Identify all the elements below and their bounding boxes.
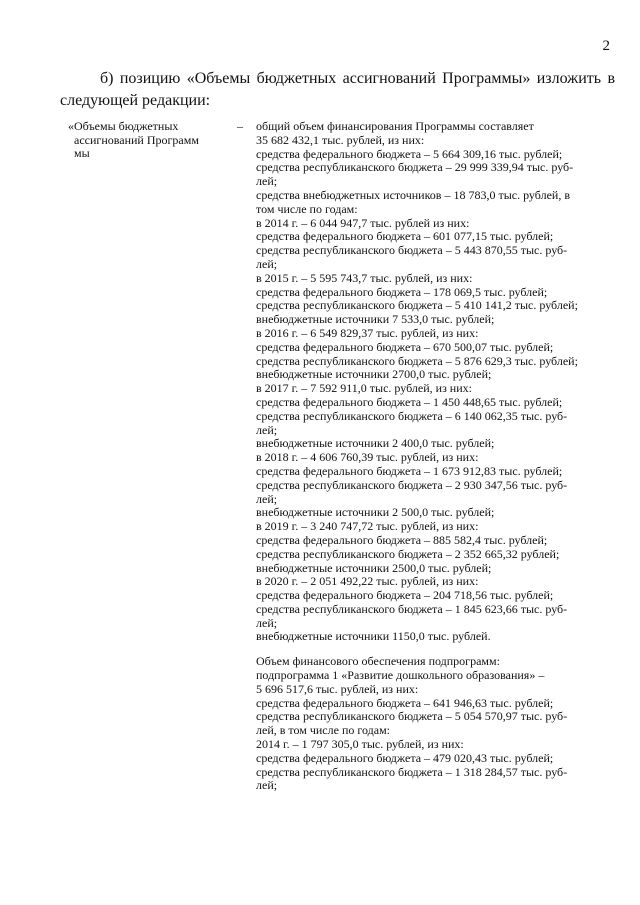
text-line: подпрограмма 1 «Развитие дошкольного образования» – bbox=[256, 668, 545, 683]
text-line: внебюджетные источники 1150,0 тыс. рублей. bbox=[256, 629, 491, 644]
text-line: в 2014 г. – 6 044 947,7 тыс. рублей из них: bbox=[256, 215, 470, 230]
dash-separator: – bbox=[237, 119, 243, 133]
text-line: средства республиканского бюджета – 1 318 284,57 тыс. руб- bbox=[256, 764, 568, 779]
text-line: средства республиканского бюджета – 5 054 570,97 тыс. руб- bbox=[256, 709, 568, 724]
text-line: средства федерального бюджета – 1 673 912,83 тыс. рублей; bbox=[256, 463, 563, 478]
text-line: средства республиканского бюджета – 5 410 141,2 тыс. рублей; bbox=[256, 298, 578, 313]
text-line: лей; bbox=[256, 491, 278, 506]
text-line: 35 682 432,1 тыс. рублей, из них: bbox=[256, 132, 425, 147]
text-line: 5 696 517,6 тыс. рублей, из них: bbox=[256, 681, 419, 696]
text-line: лей; bbox=[256, 174, 278, 189]
text-line: 2014 г. – 1 797 305,0 тыс. рублей, из них: bbox=[256, 737, 464, 752]
text-line: средства федерального бюджета – 479 020,43 тыс. рублей; bbox=[256, 750, 554, 765]
text-line: том числе по годам: bbox=[256, 201, 358, 216]
text-line: средства республиканского бюджета – 5 876 629,3 тыс. рублей; bbox=[256, 353, 578, 368]
text-line: внебюджетные источники 2700,0 тыс. рублей; bbox=[256, 367, 492, 382]
text-line: в 2015 г. – 5 595 743,7 тыс. рублей, из них: bbox=[256, 270, 473, 285]
text-line: внебюджетные источники 2 400,0 тыс. рублей; bbox=[256, 436, 495, 451]
text-line: средства федерального бюджета – 1 450 448,65 тыс. рублей; bbox=[256, 394, 563, 409]
text-line: средства республиканского бюджета – 29 999 339,94 тыс. руб- bbox=[256, 160, 574, 175]
text-line: средства федерального бюджета – 204 718,56 тыс. рублей; bbox=[256, 588, 554, 603]
text-line: средства республиканского бюджета – 5 443 870,55 тыс. руб- bbox=[256, 243, 568, 258]
text-line: средства федерального бюджета – 885 582,4 тыс. рублей; bbox=[256, 532, 548, 547]
text-line: средства республиканского бюджета – 1 845 623,66 тыс. руб- bbox=[256, 601, 568, 616]
text-line: средства федерального бюджета – 5 664 309,16 тыс. рублей; bbox=[256, 146, 563, 161]
text-line: в 2018 г. – 4 606 760,39 тыс. рублей, из них: bbox=[256, 450, 479, 465]
text-line: в 2019 г. – 3 240 747,72 тыс. рублей, из них: bbox=[256, 519, 479, 534]
text-line: лей; bbox=[256, 422, 278, 437]
text-line: лей; bbox=[256, 256, 278, 271]
left-label-line: «Объемы бюджетных bbox=[68, 119, 179, 133]
text-line: в 2016 г. – 6 549 829,37 тыс. рублей, из них: bbox=[256, 325, 479, 340]
text-line: лей; bbox=[256, 778, 278, 793]
text-line: внебюджетные источники 2 500,0 тыс. рублей; bbox=[256, 505, 495, 520]
text-line: средства федерального бюджета – 641 946,63 тыс. рублей; bbox=[256, 695, 554, 710]
text-line: средства федерального бюджета – 178 069,5 тыс. рублей; bbox=[256, 284, 548, 299]
text-line: средства внебюджетных источников – 18 783,0 тыс. рублей, в bbox=[256, 187, 570, 202]
text-line: в 2017 г. – 7 592 911,0 тыс. рублей, из них: bbox=[256, 381, 472, 396]
text-line: общий объем финансирования Программы составляет bbox=[256, 119, 534, 133]
text-line: средства республиканского бюджета – 6 140 062,35 тыс. руб- bbox=[256, 408, 568, 423]
text-line: средства республиканского бюджета – 2 930 347,56 тыс. руб- bbox=[256, 477, 568, 492]
text-line: средства федерального бюджета – 601 077,15 тыс. рублей; bbox=[256, 229, 554, 244]
page-number: 2 bbox=[602, 38, 610, 54]
intro-paragraph: б) позицию «Объемы бюджетных ассигнований Программы» изложить в следующей редакции: bbox=[60, 70, 615, 109]
text-line: Объем финансового обеспечения подпрограмм: bbox=[256, 654, 500, 669]
text-line: в 2020 г. – 2 051 492,22 тыс. рублей, из них: bbox=[256, 574, 479, 589]
left-label-line: мы bbox=[74, 146, 90, 160]
funding-description bbox=[256, 120, 606, 793]
left-label-line: ассигнований Программ bbox=[74, 132, 199, 147]
left-label bbox=[68, 120, 218, 161]
text-line: средства республиканского бюджета – 2 352 665,32 рублей; bbox=[256, 546, 560, 561]
funding-block-total bbox=[256, 120, 606, 644]
text-line: лей; bbox=[256, 615, 278, 630]
text-line: средства федерального бюджета – 670 500,07 тыс. рублей; bbox=[256, 339, 554, 354]
funding-block-subprograms bbox=[256, 655, 606, 793]
text-line: внебюджетные источники 2500,0 тыс. рублей; bbox=[256, 560, 492, 575]
text-line: лей, в том числе по годам: bbox=[256, 723, 391, 738]
text-line: внебюджетные источники 7 533,0 тыс. рублей; bbox=[256, 312, 495, 327]
